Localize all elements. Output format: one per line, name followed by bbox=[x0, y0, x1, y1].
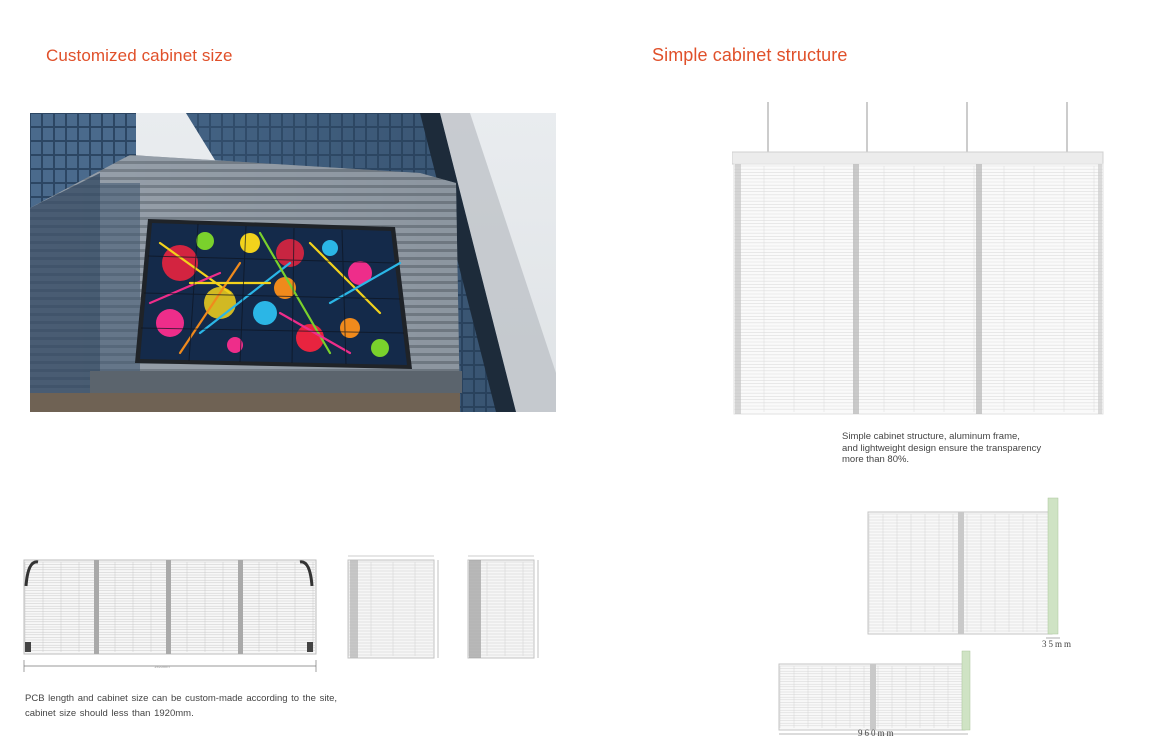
right-section-title: Simple cabinet structure bbox=[652, 45, 848, 65]
led-screen-artwork bbox=[140, 223, 407, 365]
left-caption-line-1: PCB length and cabinet size can be custom-made according to the site, bbox=[25, 693, 338, 704]
right-caption-line-2: and lightweight design ensure the transparency bbox=[842, 442, 1042, 454]
left-caption bbox=[25, 691, 337, 721]
left-caption-line-2: cabinet size should less than 1920mm. bbox=[25, 708, 194, 719]
width-dimension-label: 960mm bbox=[858, 728, 896, 738]
right-caption bbox=[842, 431, 1041, 466]
cabinet-width-drawing bbox=[778, 650, 972, 738]
cabinet-side-drawing-2 bbox=[466, 552, 544, 662]
left-section-title: Customized cabinet size bbox=[46, 46, 233, 65]
cabinet-side-drawing-1 bbox=[346, 552, 442, 662]
building-photo bbox=[30, 113, 556, 412]
cabinet-structure-diagram bbox=[732, 102, 1104, 416]
right-caption-line-1: Simple cabinet structure, aluminum frame, bbox=[842, 431, 1020, 442]
right-caption-line-3: more than 80%. bbox=[842, 454, 910, 465]
cabinet-front-drawing bbox=[22, 556, 318, 674]
pcb-width-dimension: 1920mm bbox=[154, 664, 170, 669]
depth-dimension-label: 35mm bbox=[1042, 639, 1074, 649]
cabinet-depth-drawing bbox=[866, 496, 1062, 640]
